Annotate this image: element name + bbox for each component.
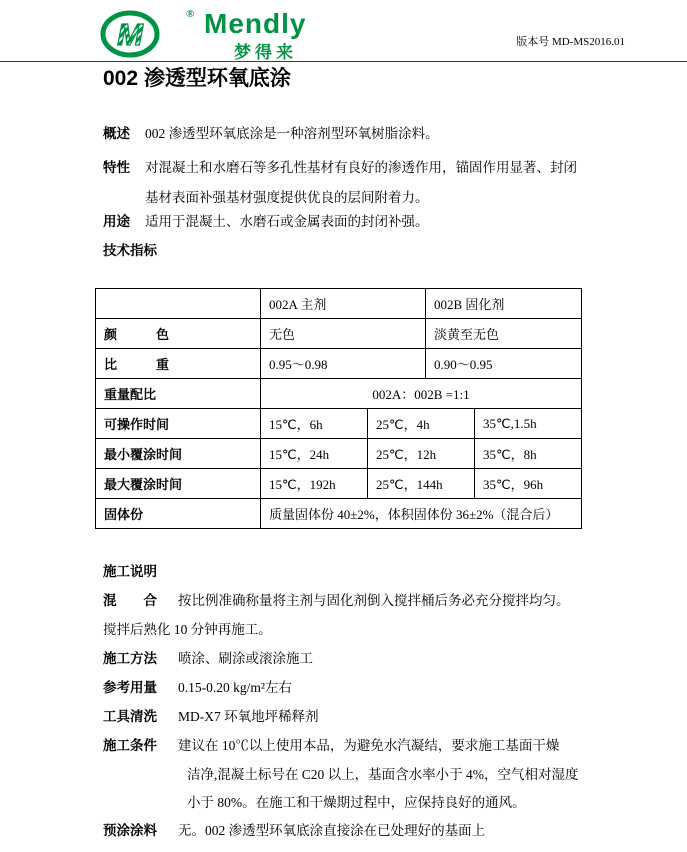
conditions-line-2: 洁净,混凝土标号在 C20 以上，基面含水率小于 4%，空气相对湿度: [187, 767, 579, 782]
overview-label: 概述: [103, 126, 130, 141]
registered-trademark-icon: ®: [186, 8, 195, 20]
table-cell: 25℃，4h: [368, 409, 475, 439]
usage-text: 适用于混凝土、水磨石或金属表面的封闭补强。: [145, 214, 429, 229]
overview-paragraph: [103, 124, 439, 144]
features-paragraph: [103, 153, 577, 213]
svg-text:M: M: [117, 17, 143, 52]
table-cell: 15℃，192h: [261, 469, 368, 499]
tool-cleaning-label: 工具清洗: [103, 709, 157, 724]
dosage-label: 参考用量: [103, 680, 157, 695]
features-line-1: 对混凝土和水磨石等多孔性基材有良好的渗透作用，锚固作用显著、封闭: [145, 160, 577, 175]
conditions-label: 施工条件: [103, 738, 157, 753]
header-divider: [0, 61, 687, 62]
table-cell: 重量配比: [96, 379, 261, 409]
table-cell: 固体份: [96, 499, 261, 529]
table-row-solids: [96, 499, 582, 529]
features-line-2: 基材表面补强基材强度提供优良的层间附着力。: [145, 190, 429, 205]
table-cell: 35℃，8h: [475, 439, 582, 469]
version-number: 版本号 MD-MS2016.01: [516, 36, 625, 48]
tech-specs-table: [95, 288, 582, 529]
table-cell: 最小覆涂时间: [96, 439, 261, 469]
table-cell: 可操作时间: [96, 409, 261, 439]
table-cell: 淡黄至无色: [426, 319, 582, 349]
mixing-text: 按比例准确称量将主剂与固化剂倒入搅拌桶后务必充分搅拌均匀。: [178, 593, 570, 608]
brand-name: Mendly: [204, 8, 307, 39]
mixing-label: 混 合: [103, 593, 157, 608]
method-row: [103, 649, 313, 669]
table-cell: 比 重: [96, 349, 261, 379]
method-text: 喷涂、刷涂或滚涂施工: [178, 651, 313, 666]
method-label: 施工方法: [103, 651, 157, 666]
table-cell: 颜 色: [96, 319, 261, 349]
table-row-color: [96, 319, 582, 349]
mixing-row: [103, 591, 570, 611]
conditions-row: [103, 736, 559, 756]
table-cell: 35℃,1.5h: [475, 409, 582, 439]
table-cell-mix-ratio: 002A：002B =1:1: [261, 379, 582, 409]
table-cell-002b: 002B 固化剂: [426, 289, 582, 319]
table-cell: 35℃，96h: [475, 469, 582, 499]
brand-name-chinese: 梦得来: [234, 43, 297, 62]
table-cell: 最大覆涂时间: [96, 469, 261, 499]
table-cell: 无色: [261, 319, 426, 349]
tool-cleaning-row: [103, 707, 319, 727]
precoat-label: 预涂涂料: [103, 823, 157, 838]
mixing-continued-text: 搅拌后熟化 10 分钟再施工。: [103, 622, 272, 637]
table-cell-solids: 质量固体份 40±2%，体积固体份 36±2%（混合后）: [261, 499, 582, 529]
tech-specs-heading: 技术指标: [103, 243, 157, 258]
table-cell: 15℃，6h: [261, 409, 368, 439]
conditions-line-3: 小于 80%。在施工和干燥期过程中，应保持良好的通风。: [187, 795, 526, 810]
mendly-logo-icon: [100, 9, 164, 64]
table-cell: 25℃，12h: [368, 439, 475, 469]
overview-text: 002 渗透型环氧底涂是一种溶剂型环氧树脂涂料。: [145, 126, 439, 141]
conditions-line-1: 建议在 10℃以上使用本品，为避免水汽凝结，要求施工基面干燥: [178, 738, 560, 753]
precoat-text: 无。002 渗透型环氧底涂直接涂在已处理好的基面上: [178, 823, 486, 838]
table-row-mix-ratio: [96, 379, 582, 409]
table-cell: 0.90～0.95: [426, 349, 582, 379]
tool-cleaning-text: MD-X7 环氧地坪稀释剂: [178, 709, 319, 724]
page-title: 002 渗透型环氧底涂: [103, 67, 291, 90]
table-cell: 0.95～0.98: [261, 349, 426, 379]
dosage-row: [103, 678, 292, 698]
usage-paragraph: [103, 212, 429, 232]
table-cell: [96, 289, 261, 319]
dosage-text: 0.15-0.20 kg/m²左右: [178, 680, 292, 695]
table-row-pot-life: [96, 409, 582, 439]
precoat-row: [103, 821, 485, 841]
table-row-min-recoat: [96, 439, 582, 469]
table-cell: 15℃，24h: [261, 439, 368, 469]
table-row-max-recoat: [96, 469, 582, 499]
usage-label: 用途: [103, 214, 130, 229]
construction-heading: 施工说明: [103, 564, 157, 579]
table-row-specific-gravity: [96, 349, 582, 379]
table-cell-002a: 002A 主剂: [261, 289, 426, 319]
table-cell: 25℃，144h: [368, 469, 475, 499]
table-row-header: [96, 289, 582, 319]
features-label: 特性: [103, 160, 130, 175]
